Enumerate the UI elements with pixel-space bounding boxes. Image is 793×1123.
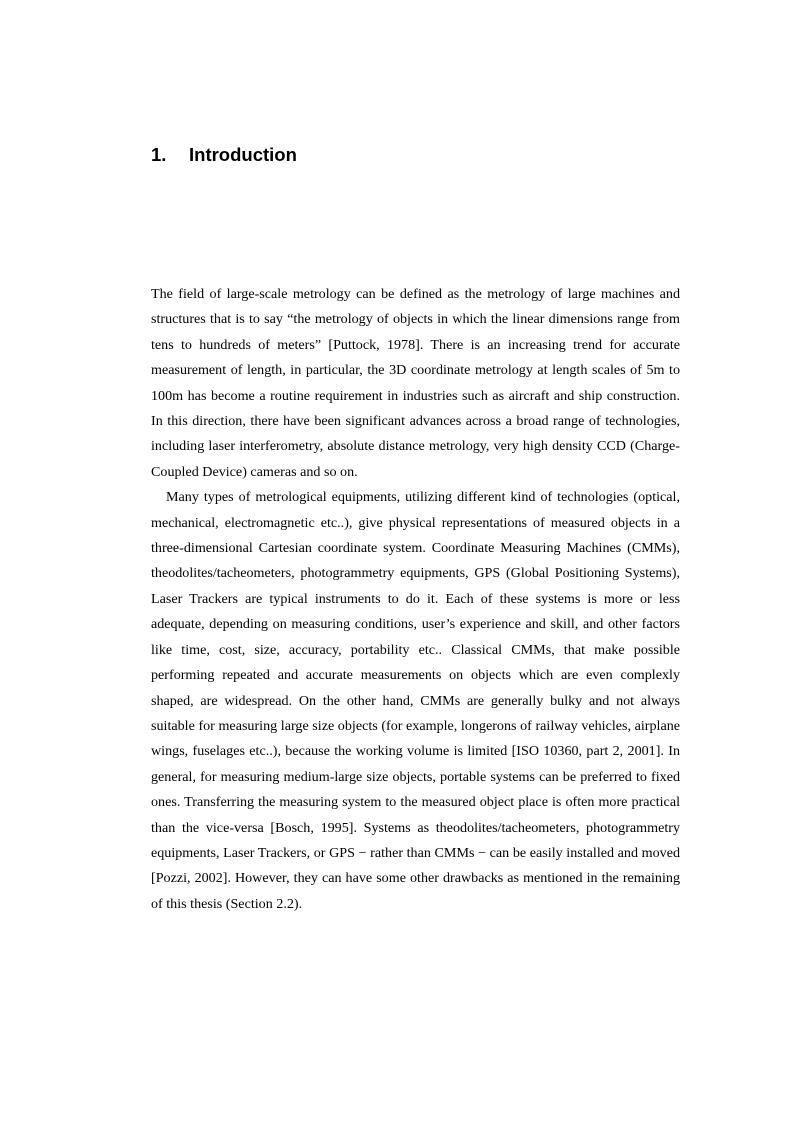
chapter-title: Introduction bbox=[189, 144, 297, 166]
chapter-number: 1. bbox=[151, 144, 167, 166]
chapter-heading bbox=[151, 143, 297, 167]
paragraph: The field of large-scale metrology can be defined as the metrology of large machines and structures that is to say “the metrology of objects in which the linear dimensions range from tens to hundreds of meters” [Puttock, 1978]. There is an increasing trend for accurate measurement of length, in particular, the 3D coordinate metrology at length scales of 5m to 100m has become a routine requirement in industries such as aircraft and ship construction. In this direction, there have been significant advances across a broad range of technologies, including laser interferometry, absolute distance metrology, very high density CCD (Charge-Coupled Device) cameras and so on. bbox=[151, 286, 680, 480]
body-text bbox=[151, 282, 680, 917]
paragraph: Many types of metrological equipments, utilizing different kind of technologies (optical, mechanical, electromagnetic etc..), give physical representations of measured objects in a three-dimensional Cartesian coordinate system. Coordinate Measuring Machines (CMMs), theodolites/tacheometers, photogrammetry equipments, GPS (Global Positioning Systems), Laser Trackers are typical instruments to do it. Each of these systems is more or less adequate, depending on measuring conditions, user’s experience and skill, and other factors like time, cost, size, accuracy, portability etc.. Classical CMMs, that make possible performing repeated and accurate measurements on objects which are even complexly shaped, are widespread. On the other hand, CMMs are generally bulky and not always suitable for measuring large size objects (for example, longerons of railway vehicles, airplane wings, fuselages etc..), because the working volume is limited [ISO 10360, part 2, 2001]. In general, for measuring medium-large size objects, portable systems can be preferred to fixed ones. Transferring the measuring system to the measured object place is often more practical than the vice-versa [Bosch, 1995]. Systems as theodolites/tacheometers, photogrammetry equipments, Laser Trackers, or GPS − rather than CMMs − can be easily installed and moved [Pozzi, 2002]. However, they can have some other drawbacks as mentioned in the remaining of this thesis (Section 2.2). bbox=[151, 489, 680, 912]
